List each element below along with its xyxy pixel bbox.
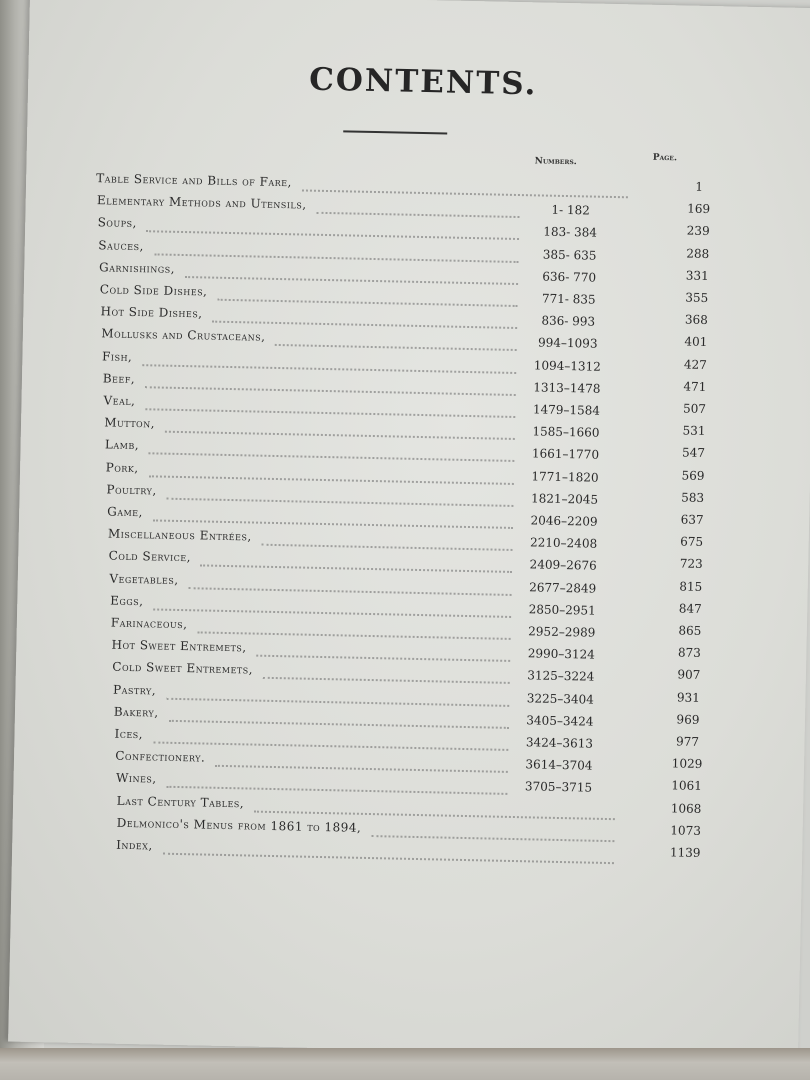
entry-page: 531 xyxy=(682,423,706,439)
entry-label: Confectionery. xyxy=(115,748,206,765)
entry-page: 569 xyxy=(681,468,705,483)
entry-label: Wines, xyxy=(115,771,157,786)
entry-page: 331 xyxy=(685,268,709,283)
entry-page: 931 xyxy=(676,690,701,705)
entry-label: Eggs, xyxy=(110,593,144,609)
entry-numbers: 2952–2989 xyxy=(528,624,596,640)
entry-label: Soups, xyxy=(97,215,137,231)
entry-label: Hot Side Dishes, xyxy=(100,304,203,321)
entry-page: 969 xyxy=(676,712,700,727)
entry-label: Pork, xyxy=(105,460,139,475)
entry-label: Mutton, xyxy=(104,415,156,431)
entry-label: Garnishings, xyxy=(98,260,176,276)
entry-label: Game, xyxy=(107,504,144,520)
entry-label: Fish, xyxy=(101,348,133,364)
entry-numbers: 2210–2408 xyxy=(529,535,598,551)
leader-dots xyxy=(263,663,510,684)
entry-numbers: 1094–1312 xyxy=(533,357,602,374)
numbers-column-header: Numbers. xyxy=(534,156,577,168)
entry-label: Farinaceous, xyxy=(110,615,188,632)
entry-page: 1068 xyxy=(670,800,702,816)
leader-dots xyxy=(200,551,512,574)
entry-page: 547 xyxy=(681,445,706,461)
entry-label: Delmonico's Menus from 1861 to 1894, xyxy=(116,815,362,835)
entry-page: 1139 xyxy=(669,845,701,860)
entry-numbers: 1771–1820 xyxy=(531,468,599,485)
entry-label: Elementary Methods and Utensils, xyxy=(96,193,307,212)
leader-dots xyxy=(275,330,517,351)
entry-page: 723 xyxy=(679,556,703,572)
entry-numbers: 2409–2676 xyxy=(529,557,597,574)
leader-dots xyxy=(256,641,510,662)
entry-label: Hot Sweet Entremets, xyxy=(111,637,247,655)
entry-numbers: 385- 635 xyxy=(542,247,597,263)
entry-label: Bakery, xyxy=(113,704,159,720)
entry-numbers: 636- 770 xyxy=(542,269,597,285)
entry-page: 637 xyxy=(680,512,704,527)
entry-numbers: 1313–1478 xyxy=(533,380,601,396)
entry-page: 288 xyxy=(686,246,710,261)
entry-label: Pastry, xyxy=(112,682,157,698)
entry-numbers: 1- 182 xyxy=(551,202,590,218)
entry-numbers: 771- 835 xyxy=(541,291,596,307)
entry-numbers: 994–1093 xyxy=(537,335,598,352)
entry-numbers: 836- 993 xyxy=(541,313,596,329)
entry-label: Index, xyxy=(116,837,153,853)
leader-dots xyxy=(218,285,518,307)
entry-page: 847 xyxy=(678,601,702,616)
entry-page: 169 xyxy=(687,201,711,217)
entry-page: 1061 xyxy=(671,778,702,794)
entry-numbers: 3424–3613 xyxy=(525,735,594,751)
entry-numbers: 3405–3424 xyxy=(526,713,594,729)
entry-label: Cold Sweet Entremets, xyxy=(112,659,254,677)
entry-page: 401 xyxy=(684,334,708,350)
entry-label: Beef, xyxy=(102,371,136,386)
entry-numbers: 1821–2045 xyxy=(530,491,599,507)
entry-page: 815 xyxy=(679,579,703,594)
entry-label: Poultry, xyxy=(106,482,157,498)
leader-dots xyxy=(302,175,628,198)
entry-label: Veal, xyxy=(103,393,136,409)
page-column-header: Page. xyxy=(652,152,678,164)
entry-page: 977 xyxy=(675,734,700,749)
leader-dots xyxy=(212,307,517,329)
entry-label: Miscellaneous Entrées, xyxy=(107,526,252,544)
entry-numbers: 1661–1770 xyxy=(531,446,600,463)
entry-label: Last Century Tables, xyxy=(116,793,245,810)
leader-dots xyxy=(371,821,614,842)
entry-numbers: 2850–2951 xyxy=(528,602,596,618)
entry-numbers: 1479–1584 xyxy=(532,402,601,418)
page-title: CONTENTS. xyxy=(308,61,538,103)
entry-page: 368 xyxy=(684,312,708,328)
entry-page: 865 xyxy=(678,623,702,638)
title-rule xyxy=(343,130,447,134)
entry-numbers: 3125–3224 xyxy=(527,668,595,685)
entry-numbers: 1585–1660 xyxy=(532,424,600,440)
entry-label: Mollusks and Crustaceans, xyxy=(101,326,266,345)
leader-dots xyxy=(215,751,508,773)
entry-label: Lamb, xyxy=(104,437,140,453)
entry-page: 583 xyxy=(681,490,705,505)
entry-label: Sauces, xyxy=(98,237,145,253)
entry-page: 239 xyxy=(686,223,710,239)
entry-page: 471 xyxy=(683,379,707,394)
entry-numbers: 2046–2209 xyxy=(530,513,598,529)
entry-page: 507 xyxy=(682,401,707,416)
entry-numbers: 3225–3404 xyxy=(526,690,595,707)
entry-numbers: 3614–3704 xyxy=(525,757,593,773)
entry-page: 1029 xyxy=(671,756,703,772)
entry-page: 1 xyxy=(695,179,704,194)
entry-page: 427 xyxy=(683,357,708,372)
entry-page: 907 xyxy=(677,667,701,683)
book-page xyxy=(8,0,810,1058)
entry-page: 675 xyxy=(680,534,704,550)
entry-label: Table Service and Bills of Fare, xyxy=(96,171,293,190)
entry-numbers: 183- 384 xyxy=(543,224,598,241)
entry-label: Cold Side Dishes, xyxy=(99,282,208,299)
leader-dots xyxy=(317,198,520,218)
entry-numbers: 2990–3124 xyxy=(527,646,595,662)
entry-label: Ices, xyxy=(114,726,144,742)
entry-page: 1073 xyxy=(670,823,702,838)
entry-label: Cold Service, xyxy=(108,548,192,565)
entry-label: Vegetables, xyxy=(109,571,179,587)
entry-page: 873 xyxy=(677,645,701,661)
leader-dots xyxy=(262,530,513,551)
entry-numbers: 3705–3715 xyxy=(524,779,593,796)
entry-numbers: 2677–2849 xyxy=(529,579,597,596)
page-stack-edge xyxy=(0,1048,810,1080)
entry-page: 355 xyxy=(685,290,709,305)
